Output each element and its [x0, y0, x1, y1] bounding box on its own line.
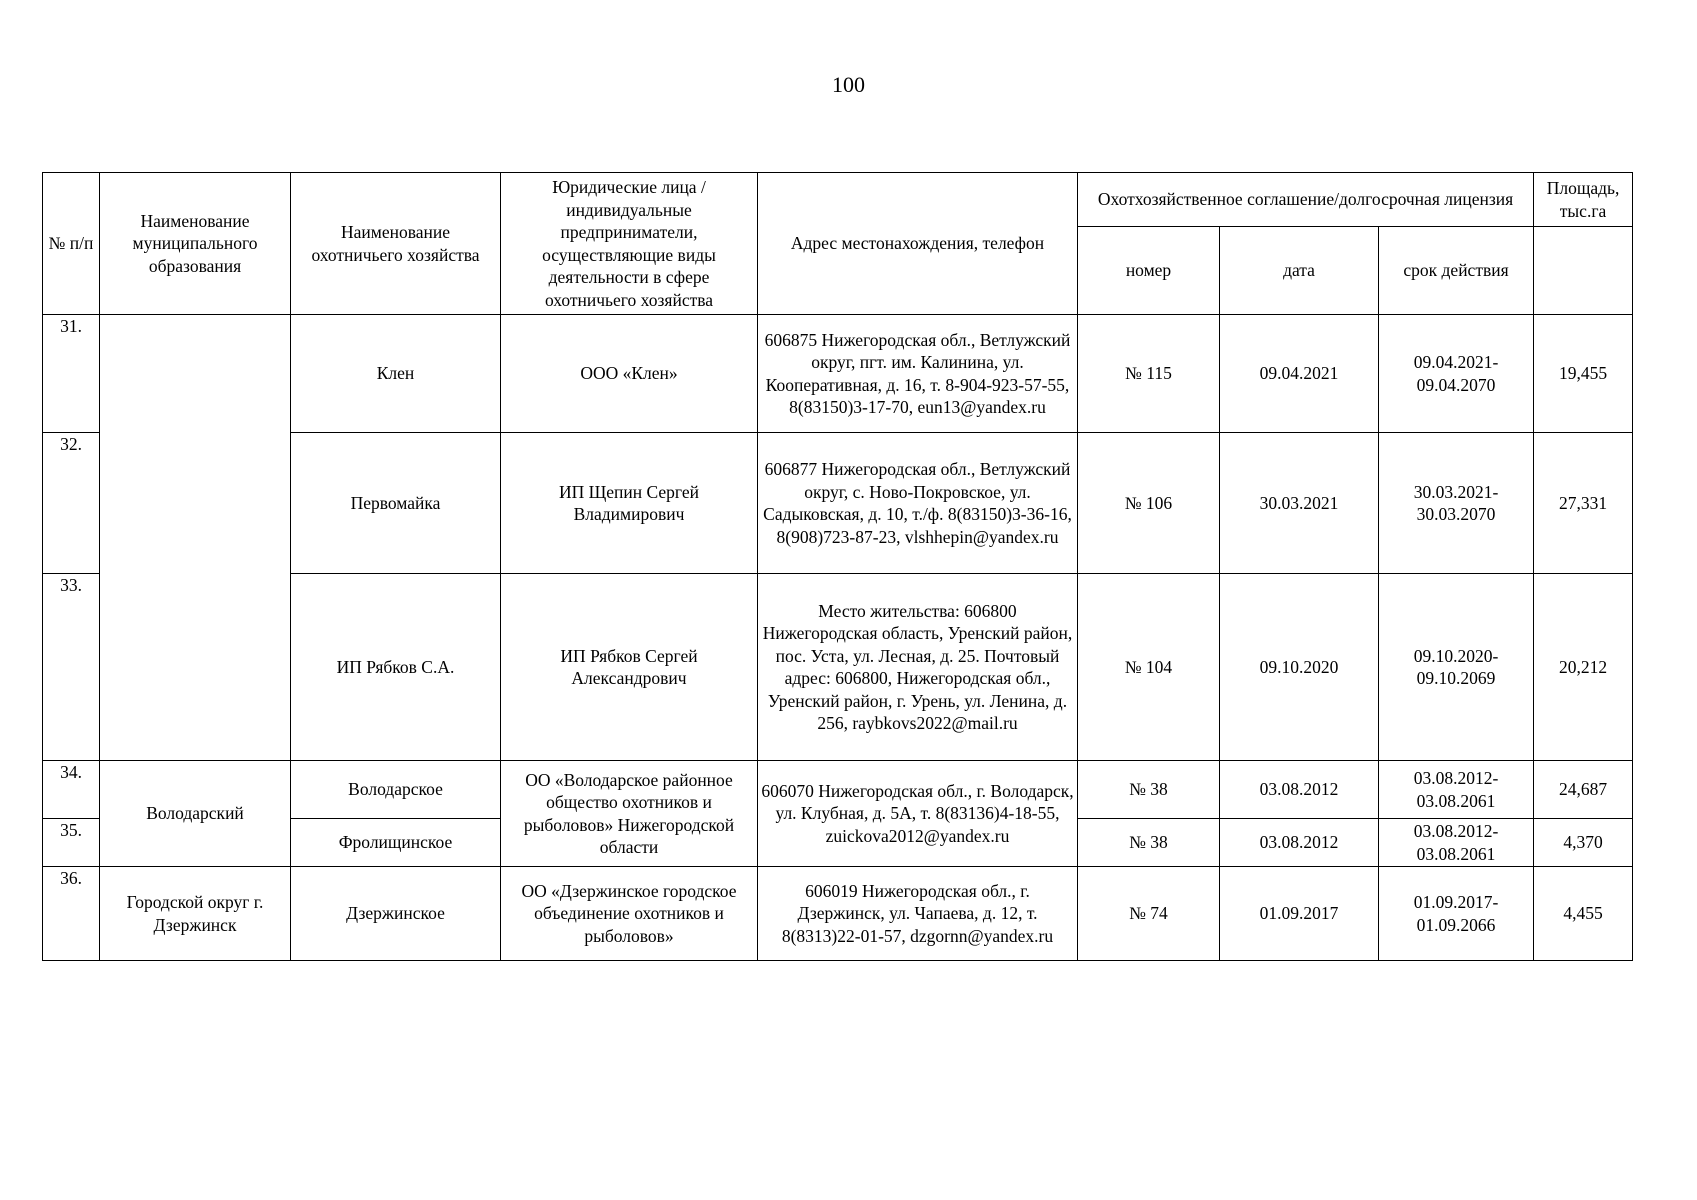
agreement-number: № 38 [1078, 761, 1220, 819]
agreement-date: 09.10.2020 [1220, 574, 1379, 761]
agreement-date: 09.04.2021 [1220, 315, 1379, 433]
row-number: 36. [43, 867, 100, 961]
farm-name: Фролищинское [291, 819, 501, 867]
agreement-number: № 38 [1078, 819, 1220, 867]
farm-name: Первомайка [291, 433, 501, 574]
row-number: 32. [43, 433, 100, 574]
farm-name: Володарское [291, 761, 501, 819]
area: 19,455 [1534, 315, 1633, 433]
entity-name: ОО «Дзержинское городское объединение охотников и рыболовов» [501, 867, 758, 961]
address: Место жительства: 606800 Нижегородская область, Уренский район, пос. Уста, ул. Лесная, д. 25. Почтовый адрес: 606800, Нижегородская обл., Уренский район, г. Урень, ул. Ленина, д. 256, raybkovs2022@mail.ru [758, 574, 1078, 761]
row-number: 31. [43, 315, 100, 433]
page-number: 100 [832, 72, 865, 97]
agreement-number: № 74 [1078, 867, 1220, 961]
agreement-term: 01.09.2017-01.09.2066 [1379, 867, 1534, 961]
entity-name: ООО «Клен» [501, 315, 758, 433]
header-hunting-farm: Наименование охотничьего хозяйства [291, 173, 501, 315]
address: 606877 Нижегородская обл., Ветлужский округ, с. Ново-Покровское, ул. Садыковская, д. 10, т./ф. 8(83150)3-36-16, 8(908)723-87-23, vlshhepin@yandex.ru [758, 433, 1078, 574]
farm-name: ИП Рябков С.А. [291, 574, 501, 761]
hunting-farms-table [42, 172, 1633, 961]
agreement-number: № 115 [1078, 315, 1220, 433]
agreement-date: 03.08.2012 [1220, 819, 1379, 867]
agreement-date: 30.03.2021 [1220, 433, 1379, 574]
area: 27,331 [1534, 433, 1633, 574]
agreement-number: № 106 [1078, 433, 1220, 574]
municipality-name: Володарский [100, 761, 291, 867]
header-municipality: Наименование муниципального образования [100, 173, 291, 315]
row-number: 33. [43, 574, 100, 761]
area: 4,370 [1534, 819, 1633, 867]
row-number: 34. [43, 761, 100, 819]
entity-name: ИП Щепин Сергей Владимирович [501, 433, 758, 574]
table-row [43, 315, 1633, 433]
table-row [43, 761, 1633, 819]
table-row [43, 867, 1633, 961]
agreement-term: 30.03.2021-30.03.2070 [1379, 433, 1534, 574]
entity-name: ОО «Володарское районное общество охотников и рыболовов» Нижегородской области [501, 761, 758, 867]
header-area: Площадь, тыс.га [1534, 173, 1633, 227]
header-entities: Юридические лица / индивидуальные предприниматели, осуществляющие виды деятельности в сфере охотничьего хозяйства [501, 173, 758, 315]
agreement-term: 03.08.2012-03.08.2061 [1379, 761, 1534, 819]
area: 4,455 [1534, 867, 1633, 961]
agreement-number: № 104 [1078, 574, 1220, 761]
agreement-date: 01.09.2017 [1220, 867, 1379, 961]
farm-name: Дзержинское [291, 867, 501, 961]
header-address: Адрес местонахождения, телефон [758, 173, 1078, 315]
header-agreement: Охотхозяйственное соглашение/долгосрочная лицензия [1078, 173, 1534, 227]
municipality-cell-empty [100, 315, 291, 761]
agreement-term: 09.10.2020-09.10.2069 [1379, 574, 1534, 761]
entity-name: ИП Рябков Сергей Александрович [501, 574, 758, 761]
area: 20,212 [1534, 574, 1633, 761]
municipality-name: Городской округ г. Дзержинск [100, 867, 291, 961]
header-area-unit-cell [1534, 227, 1633, 315]
header-num: № п/п [43, 173, 100, 315]
farm-name: Клен [291, 315, 501, 433]
address: 606070 Нижегородская обл., г. Володарск, ул. Клубная, д. 5А, т. 8(83136)4-18-55, zuickova2012@yandex.ru [758, 761, 1078, 867]
address: 606019 Нижегородская обл., г. Дзержинск, ул. Чапаева, д. 12, т. 8(8313)22-01-57, dzgornn@yandex.ru [758, 867, 1078, 961]
area: 24,687 [1534, 761, 1633, 819]
agreement-term: 03.08.2012-03.08.2061 [1379, 819, 1534, 867]
row-number: 35. [43, 819, 100, 867]
address: 606875 Нижегородская обл., Ветлужский округ, пгт. им. Калинина, ул. Кооперативная, д. 16, т. 8-904-923-57-55, 8(83150)3-17-70, eun13@yandex.ru [758, 315, 1078, 433]
agreement-date: 03.08.2012 [1220, 761, 1379, 819]
agreement-term: 09.04.2021-09.04.2070 [1379, 315, 1534, 433]
header-agreement-number: номер [1078, 227, 1220, 315]
header-agreement-term: срок действия [1379, 227, 1534, 315]
header-agreement-date: дата [1220, 227, 1379, 315]
